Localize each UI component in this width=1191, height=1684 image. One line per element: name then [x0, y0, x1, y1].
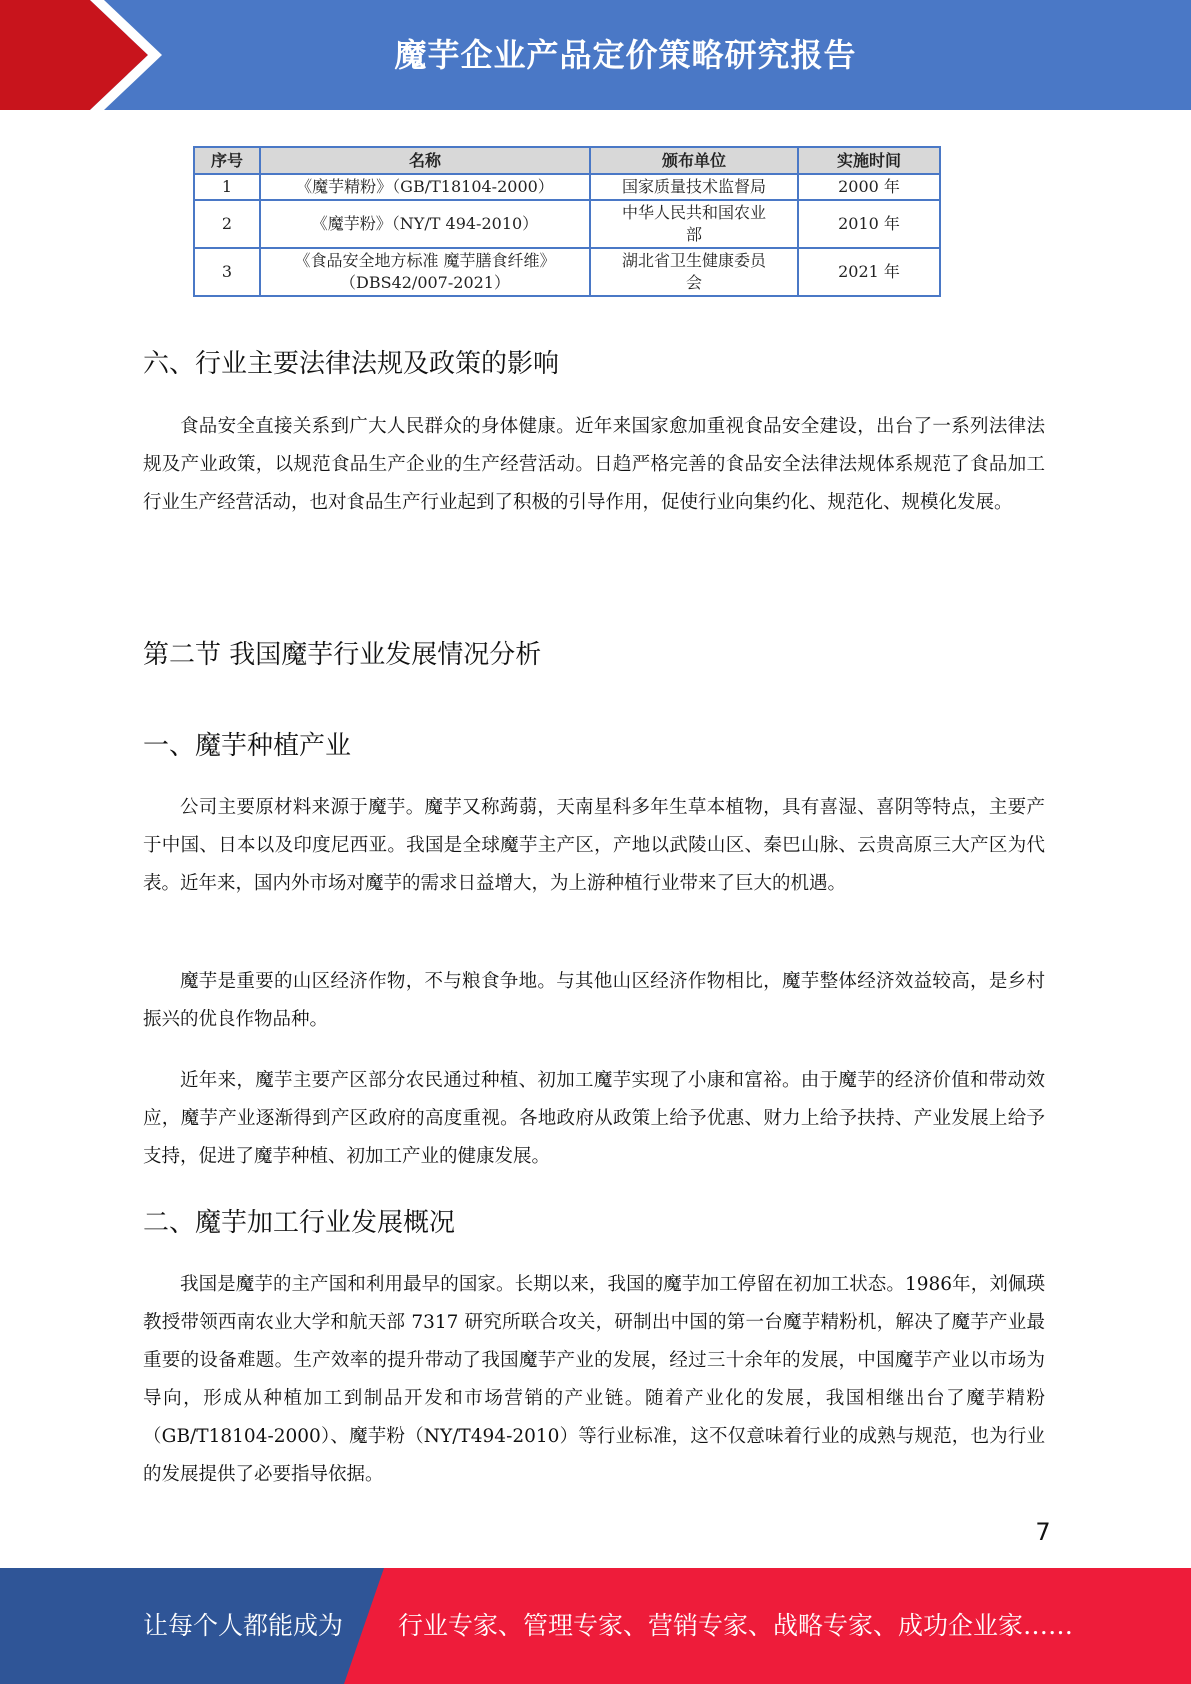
- cell-issuer-line2: 会: [685, 273, 702, 292]
- cell-date: 2000 年: [798, 174, 940, 200]
- table-header-row: [194, 147, 940, 174]
- report-title: 魔芋企业产品定价策略研究报告: [394, 36, 857, 74]
- cell-no: 3: [194, 248, 260, 296]
- page-number: 7: [1035, 1518, 1051, 1546]
- section-heading-policy: 六、行业主要法律法规及政策的影响: [143, 349, 560, 379]
- cell-date: 2021 年: [798, 248, 940, 296]
- cell-issuer: [590, 248, 798, 296]
- cell-issuer: [590, 174, 798, 200]
- col-header-no: 序号: [194, 147, 260, 174]
- cell-no: 1: [194, 174, 260, 200]
- page-header: [0, 0, 1191, 110]
- col-header-name: 名称: [260, 147, 590, 174]
- paragraph-processing: 我国是魔芋的主产国和利用最早的国家。长期以来，我国的魔芋加工停留在初加工状态。1986年，刘佩瑛教授带领西南农业大学和航天部 7317 研究所联合攻关，研制出中国的第一台魔芋精粉机，解决了魔芋产业最重要的设备难题。生产效率的提升带动了我国魔芋产业的发展，经过三十余年的发展，中国魔芋产业以市场为导向，形成从种植加工到制品开发和市场营销的产业链。随着产业化的发展，我国相继出台了魔芋精粉（GB/T18104-2000）、魔芋粉（NY/T494-2010）等行业标准，这不仅意味着行业的成熟与规范，也为行业的发展提供了必要指导依据。: [143, 1274, 1045, 1485]
- cell-name-line1: 《魔芋粉》（NY/T 494-2010）: [311, 214, 539, 233]
- cell-issuer-line2: 部: [685, 225, 702, 244]
- paragraph-policy: 食品安全直接关系到广大人民群众的身体健康。近年来国家愈加重视食品安全建设，出台了一系列法律法规及产业政策，以规范食品生产企业的生产经营活动。日趋严格完善的食品安全法律法规体系规范了食品加工行业生产经营活动，也对食品生产行业起到了积极的引导作用，促使行业向集约化、规范化、规模化发展。: [143, 416, 1045, 513]
- paragraph-planting-3: 近年来，魔芋主要产区部分农民通过种植、初加工魔芋实现了小康和富裕。由于魔芋的经济价值和带动效应，魔芋产业逐渐得到产区政府的高度重视。各地政府从政策上给予优惠、财力上给予扶持、产业发展上给予支持，促进了魔芋种植、初加工产业的健康发展。: [143, 1070, 1045, 1167]
- cell-date: 2010 年: [798, 200, 940, 248]
- cell-no: 2: [194, 200, 260, 248]
- cell-issuer-line1: 中华人民共和国农业: [621, 203, 766, 222]
- page-footer: [0, 1568, 1191, 1684]
- table-row: [194, 248, 940, 296]
- cell-issuer-line1: 国家质量技术监督局: [621, 177, 766, 196]
- section-heading-processing: 二、魔芋加工行业发展概况: [143, 1208, 456, 1238]
- table-row: [194, 174, 940, 200]
- cell-name: [260, 248, 590, 296]
- table-row: [194, 200, 940, 248]
- cell-name-line1: 《魔芋精粉》（GB/T18104-2000）: [296, 177, 554, 196]
- paragraph-planting-1: 公司主要原材料来源于魔芋。魔芋又称蒟蒻，天南星科多年生草本植物，具有喜湿、喜阴等特点，主要产于中国、日本以及印度尼西亚。我国是全球魔芋主产区，产地以武陵山区、秦巴山脉、云贵高原三大产区为代表。近年来，国内外市场对魔芋的需求日益增大，为上游种植行业带来了巨大的机遇。: [143, 797, 1045, 894]
- col-header-date: 实施时间: [798, 147, 940, 174]
- paragraph-planting-2: 魔芋是重要的山区经济作物，不与粮食争地。与其他山区经济作物相比，魔芋整体经济效益较高，是乡村振兴的优良作物品种。: [143, 971, 1045, 1030]
- cell-issuer-line1: 湖北省卫生健康委员: [621, 251, 766, 270]
- col-header-issuer: 颁布单位: [590, 147, 798, 174]
- cell-name: [260, 200, 590, 248]
- footer-slogan-right: 行业专家、管理专家、营销专家、战略专家、成功企业家……: [398, 1611, 1074, 1640]
- cell-name: [260, 174, 590, 200]
- section-heading-planting: 一、魔芋种植产业: [143, 731, 352, 761]
- cell-issuer: [590, 200, 798, 248]
- cell-name-line1: 《食品安全地方标准 魔芋膳食纤维》: [294, 251, 556, 270]
- chapter-heading: 第二节 我国魔芋行业发展情况分析: [143, 640, 542, 670]
- cell-name-line2: （DBS42/007-2021）: [340, 273, 510, 292]
- footer-slogan-left: 让每个人都能成为: [143, 1611, 344, 1640]
- standards-table: [193, 146, 941, 297]
